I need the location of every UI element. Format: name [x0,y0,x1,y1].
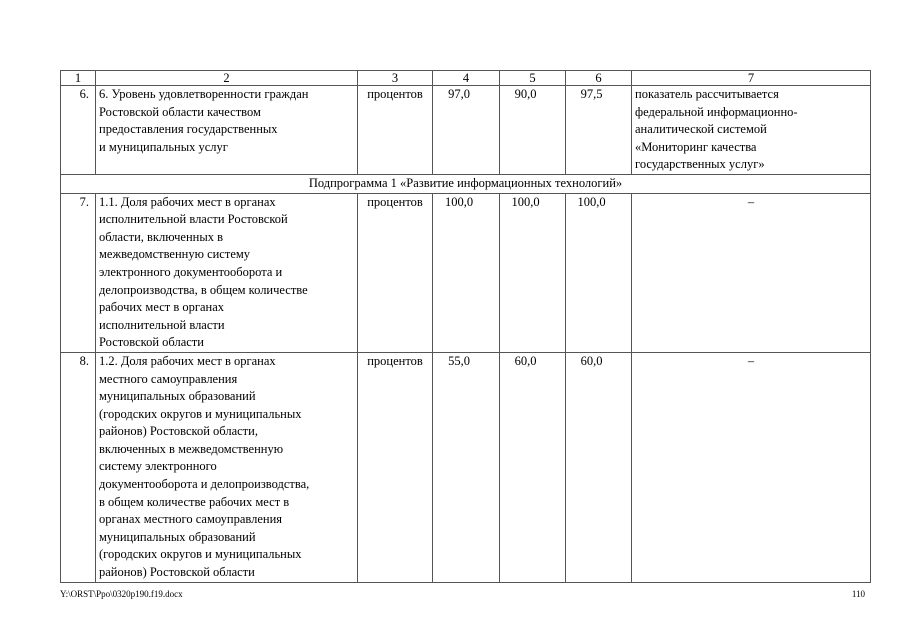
value-cell-1: 97,0 [433,86,500,175]
indicator-name-line: районов) Ростовской области, [99,424,258,439]
note-cell: – [632,352,871,582]
col-header-7: 7 [632,71,871,86]
indicator-name-line: предоставления государственных [99,122,278,137]
row-number: 8. [61,352,96,582]
note-line: аналитической системой [635,122,767,137]
indicator-name-line: межведомственную систему [99,247,251,262]
value-cell-3: 60,0 [566,352,632,582]
row-number: 7. [61,193,96,352]
subprogram-row [61,174,871,193]
indicator-name [96,352,358,582]
table-row [61,86,871,175]
value-cell-1: 55,0 [433,352,500,582]
indicator-name-line: 1.1. Доля рабочих мест в органах [99,194,276,209]
indicator-name-line: включенных в межведомственную [99,441,284,456]
note-cell: – [632,193,871,352]
unit-cell: процентов [358,193,433,352]
indicators-table [60,70,871,583]
indicator-name-line: (городских округов и муниципальных [99,406,302,421]
note-cell [632,86,871,175]
indicator-name-line: районов) Ростовской области [99,565,255,580]
col-header-3: 3 [358,71,433,86]
indicator-name-line: рабочих мест в органах [99,300,225,315]
value-cell-3: 100,0 [566,193,632,352]
table-row [61,352,871,582]
indicator-name [96,86,358,175]
indicator-name-line: области, включенных в [99,229,223,244]
footer-file-path: Y:\ORST\Ppo\0320p190.f19.docx [60,589,183,599]
indicator-name-line: 6. Уровень удовлетворенности граждан [99,87,309,101]
indicator-name-line: в общем количестве рабочих мест в [99,494,290,509]
indicator-name-line: муниципальных образований [99,389,256,404]
indicator-name-line: исполнительной власти Ростовской [99,212,288,227]
unit-cell: процентов [358,352,433,582]
value-cell-1: 100,0 [433,193,500,352]
value-cell-2: 60,0 [500,352,566,582]
unit-cell: процентов [358,86,433,175]
col-header-2: 2 [96,71,358,86]
indicator-name-line: и муниципальных услуг [99,139,228,154]
subprogram-title: Подпрограмма 1 «Развитие информационных технологий» [61,174,871,193]
col-header-6: 6 [566,71,632,86]
indicator-name-line: исполнительной власти [99,317,225,332]
note-line: показатель рассчитывается [635,87,779,101]
indicator-name-line: муниципальных образований [99,529,256,544]
indicator-name-line: Ростовской области [99,335,204,350]
table-row [61,193,871,352]
indicator-name [96,193,358,352]
row-number: 6. [61,86,96,175]
col-header-5: 5 [500,71,566,86]
note-line: федеральной информационно- [635,104,798,119]
indicator-name-line: Ростовской области качеством [99,104,261,119]
indicator-name-line: документооборота и делопроизводства, [99,477,310,492]
note-line: государственных услуг» [635,157,765,172]
indicator-name-line: систему электронного [99,459,217,474]
footer-page-number: 110 [851,589,865,599]
indicator-name-line: электронного документооборота и [99,264,283,279]
value-cell-2: 100,0 [500,193,566,352]
note-line: «Мониторинг качества [635,139,757,154]
col-header-4: 4 [433,71,500,86]
indicator-name-line: местного самоуправления [99,371,238,386]
value-cell-3: 97,5 [566,86,632,175]
indicator-name-line: делопроизводства, в общем количестве [99,282,308,297]
value-cell-2: 90,0 [500,86,566,175]
indicator-name-line: (городских округов и муниципальных [99,547,302,562]
indicator-name-line: 1.2. Доля рабочих мест в органах [99,353,276,368]
col-header-1: 1 [61,71,96,86]
table-header-row [61,71,871,86]
indicator-name-line: органах местного самоуправления [99,512,283,527]
